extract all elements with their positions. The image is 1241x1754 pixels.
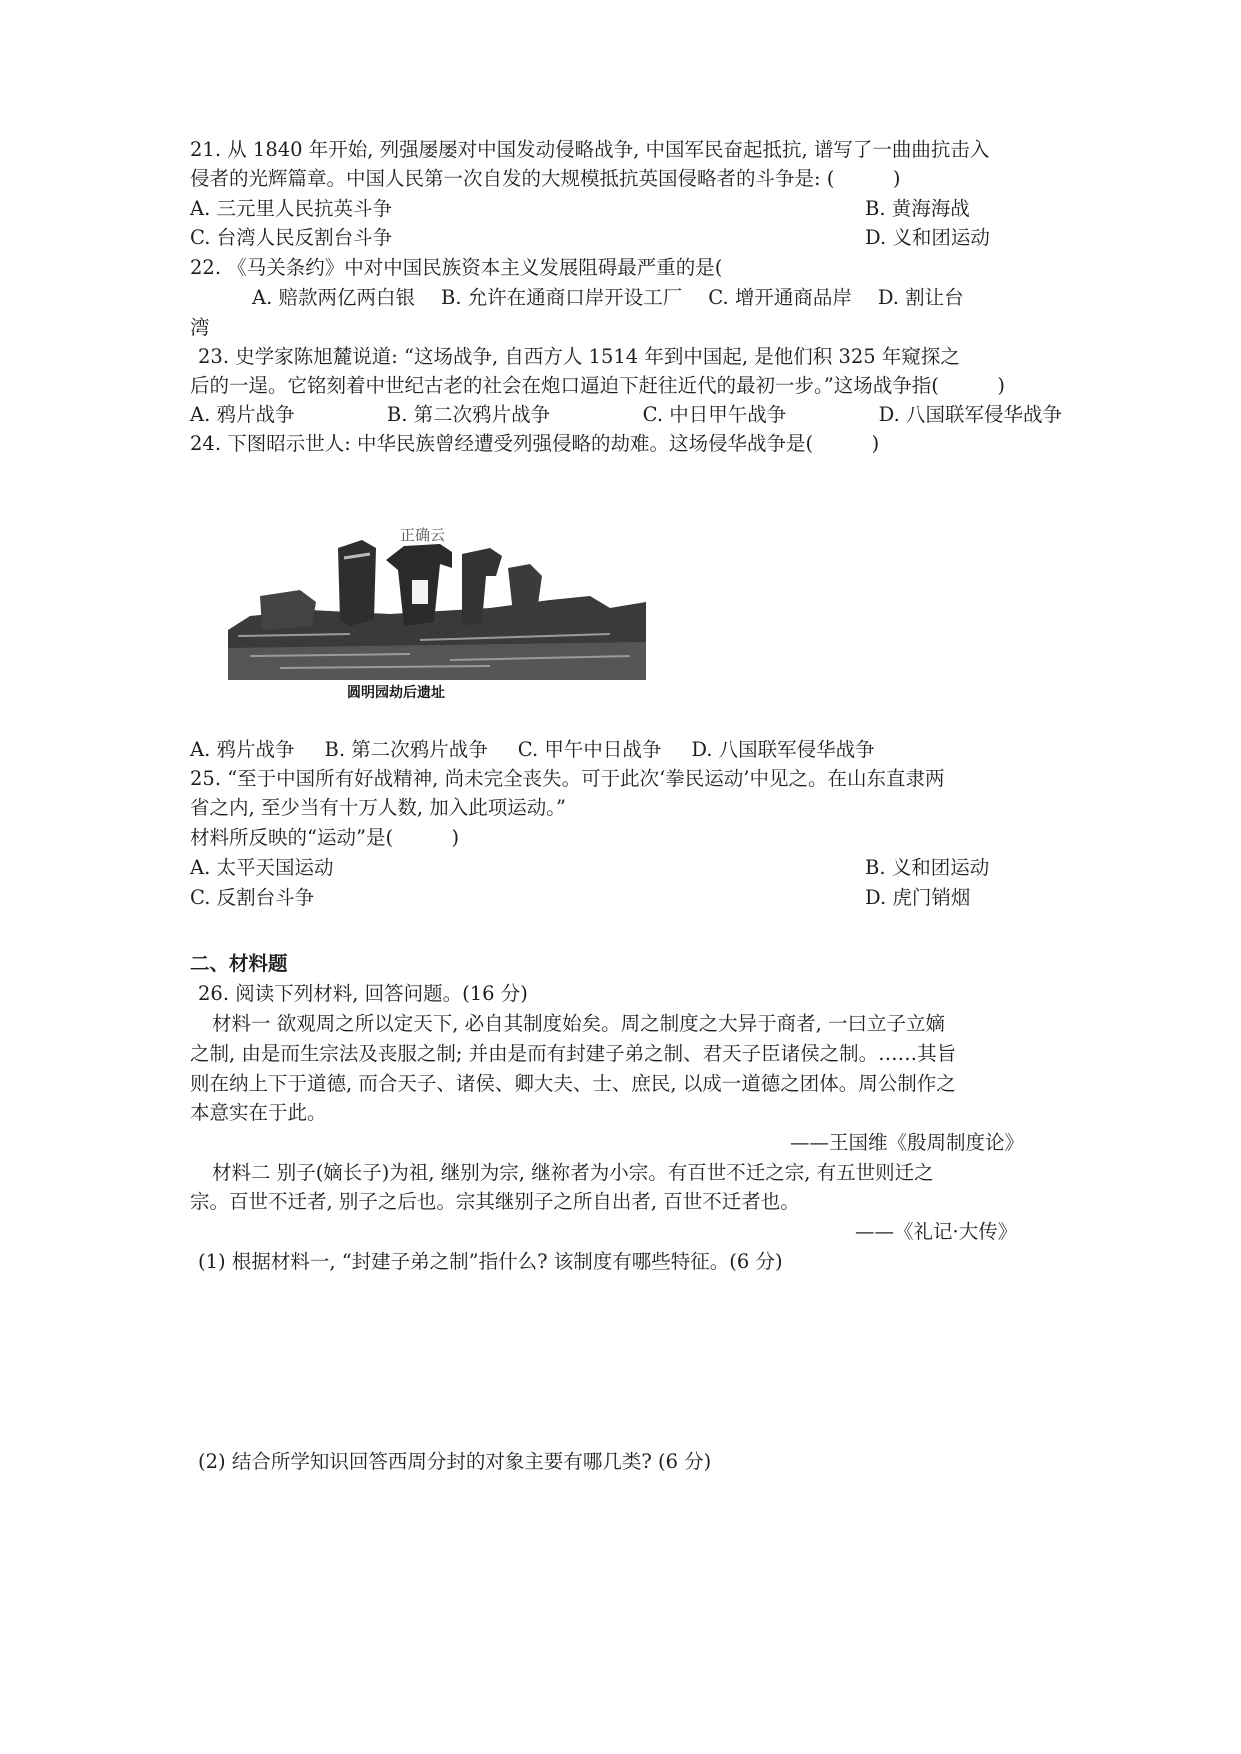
q25-option-a: A. 太平天国运动: [190, 856, 334, 879]
q23-stem-line1: 23. 史学家陈旭麓说道: “这场战争, 自西方人 1514 年到中国起, 是他们积 325 年窥探之: [198, 345, 960, 368]
q23-options: [190, 403, 1062, 427]
q22-option-a: A. 赔款两亿两白银: [252, 286, 415, 309]
q26-material1-source: ——王国维《殷周制度论》: [790, 1131, 1025, 1154]
q22-option-d: D. 割让台: [877, 286, 964, 309]
q23-stem-line2: 后的一逞。它铭刻着中世纪古老的社会在炮口逼迫下赶往近代的最初一步。”这场战争指( ): [190, 374, 1005, 397]
q21-stem-line2: 侵者的光辉篇章。中国人民第一次自发的大规模抵抗英国侵略者的斗争是: ( ): [190, 167, 901, 190]
q22-option-b: B. 允许在通商口岸开设工厂: [440, 286, 683, 309]
q22-options: [252, 286, 964, 310]
q22-stem: 22. 《马关条约》中对中国民族资本主义发展阻碍最严重的是(: [190, 256, 723, 279]
q24-options: [190, 738, 875, 762]
yuanmingyuan-ruins-photo: [190, 526, 650, 708]
q25-option-d: D. 虎门销烟: [865, 886, 971, 909]
q26-material1-line4: 本意实在于此。: [190, 1101, 327, 1124]
q23-option-c: C. 中日甲午战争: [642, 403, 787, 426]
q25-stem-line3: 材料所反映的“运动”是( ): [190, 826, 460, 849]
q26-stem: 26. 阅读下列材料, 回答问题。(16 分): [198, 982, 528, 1005]
q23-option-d: D. 八国联军侵华战争: [878, 403, 1062, 426]
q26-material2-line2: 宗。百世不迁者, 别子之后也。宗其继别子之所自出者, 百世不迁者也。: [190, 1190, 800, 1213]
q24-option-c: C. 甲午中日战争: [517, 738, 662, 761]
photo-caption: 圆明园劫后遗址: [347, 685, 445, 701]
q25-stem-line1: 25. “至于中国所有好战精神, 尚未完全丧失。可于此次‘拳民运动’中见之。在山东直隶两: [190, 767, 945, 790]
q22-option-d-continued: 湾: [190, 316, 210, 339]
q26-material2-line1: 材料二 别子(嫡长子)为祖, 继别为宗, 继祢者为小宗。有百世不迁之宗, 有五世则迁之: [212, 1161, 934, 1184]
q26-material1-line3: 则在纳上下于道德, 而合天子、诸侯、卿大夫、士、庶民, 以成一道德之团体。周公制作之: [190, 1072, 956, 1095]
q26-subquestion-1: (1) 根据材料一, “封建子弟之制”指什么? 该制度有哪些特征。(6 分): [198, 1250, 783, 1273]
q23-option-a: A. 鸦片战争: [190, 403, 295, 426]
q21-option-c: C. 台湾人民反割台斗争: [190, 226, 393, 249]
q25-option-c: C. 反割台斗争: [190, 886, 315, 909]
q25-stem-line2: 省之内, 至少当有十万人数, 加入此项运动。”: [190, 796, 567, 819]
q26-material1-line1: 材料一 欲观周之所以定天下, 必自其制度始矣。周之制度之大异于商者, 一曰立子立嫡: [212, 1012, 945, 1035]
q23-option-b: B. 第二次鸦片战争: [386, 403, 551, 426]
q21-option-d: D. 义和团运动: [865, 226, 990, 249]
q26-material1-line2: 之制, 由是而生宗法及丧服之制; 并由是而有封建子弟之制、君天子臣诸侯之制。……其旨: [190, 1042, 957, 1065]
section-2-title: 二、材料题: [190, 952, 288, 975]
q24-option-b: B. 第二次鸦片战争: [324, 738, 488, 761]
q22-option-c: C. 增开通商品岸: [708, 286, 852, 309]
q25-option-b: B. 义和团运动: [865, 856, 990, 879]
q24-stem: 24. 下图昭示世人: 中华民族曾经遭受列强侵略的劫难。这场侵华战争是( ): [190, 432, 880, 455]
q21-option-b: B. 黄海海战: [865, 197, 970, 220]
q24-option-d: D. 八国联军侵华战争: [691, 738, 875, 761]
q26-subquestion-2: (2) 结合所学知识回答西周分封的对象主要有哪几类? (6 分): [198, 1450, 712, 1473]
q21-option-a: A. 三元里人民抗英斗争: [190, 197, 392, 220]
q21-stem-line1: 21. 从 1840 年开始, 列强屡屡对中国发动侵略战争, 中国军民奋起抵抗, 谱写了一曲曲抗击入: [190, 138, 990, 161]
q26-material2-source: ——《礼记·大传》: [855, 1220, 1018, 1243]
q24-option-a: A. 鸦片战争: [190, 738, 295, 761]
watermark-text: 正确云: [400, 526, 446, 544]
